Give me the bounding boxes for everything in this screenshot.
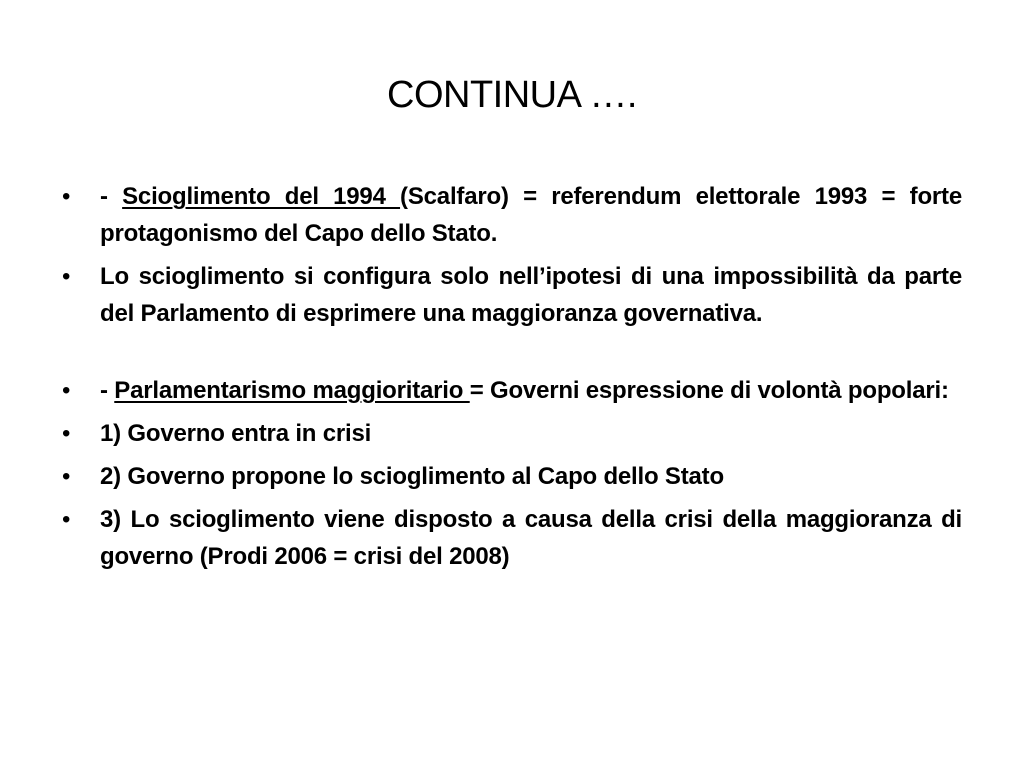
bullet-text: Lo scioglimento si configura solo nell’ipotesi di una impossibilità da parte del Parlamento di esprimere una maggioranza governativa. bbox=[100, 263, 962, 327]
bullet-text: = Governi espressione di volontà popolari: bbox=[469, 377, 949, 404]
bullet-text: (Scalfaro) = referendum elettorale 1993 = forte protagonismo del Capo dello Stato. bbox=[100, 183, 962, 247]
bullet-prefix: - bbox=[100, 183, 123, 210]
bullet-dot-icon: • bbox=[62, 183, 71, 210]
slide-title: CONTINUA …. bbox=[387, 74, 637, 116]
bullet-text: 1) Governo entra in crisi bbox=[100, 420, 372, 447]
bullet-dot-icon: • bbox=[62, 420, 71, 447]
bullet-list bbox=[62, 178, 962, 581]
bullet-item bbox=[62, 372, 962, 409]
bullet-dot-icon: • bbox=[62, 377, 71, 404]
bullet-item bbox=[62, 178, 962, 252]
bullet-underlined-text: Parlamentarismo maggioritario bbox=[114, 377, 470, 404]
bullet-prefix: - bbox=[100, 377, 115, 404]
bullet-text: 2) Governo propone lo scioglimento al Capo dello Stato bbox=[100, 463, 724, 490]
bullet-text: 3) Lo scioglimento viene disposto a causa della crisi della maggioranza di governo (Prodi 2006 = crisi del 2008) bbox=[100, 506, 962, 570]
bullet-item bbox=[62, 458, 962, 495]
bullet-underlined-text: Scioglimento del 1994 bbox=[122, 183, 401, 210]
bullet-dot-icon: • bbox=[62, 463, 71, 490]
bullet-item bbox=[62, 415, 962, 452]
bullet-item bbox=[62, 258, 962, 332]
bullet-dot-icon: • bbox=[62, 506, 71, 533]
bullet-item bbox=[62, 501, 962, 575]
bullet-dot-icon: • bbox=[62, 263, 71, 290]
